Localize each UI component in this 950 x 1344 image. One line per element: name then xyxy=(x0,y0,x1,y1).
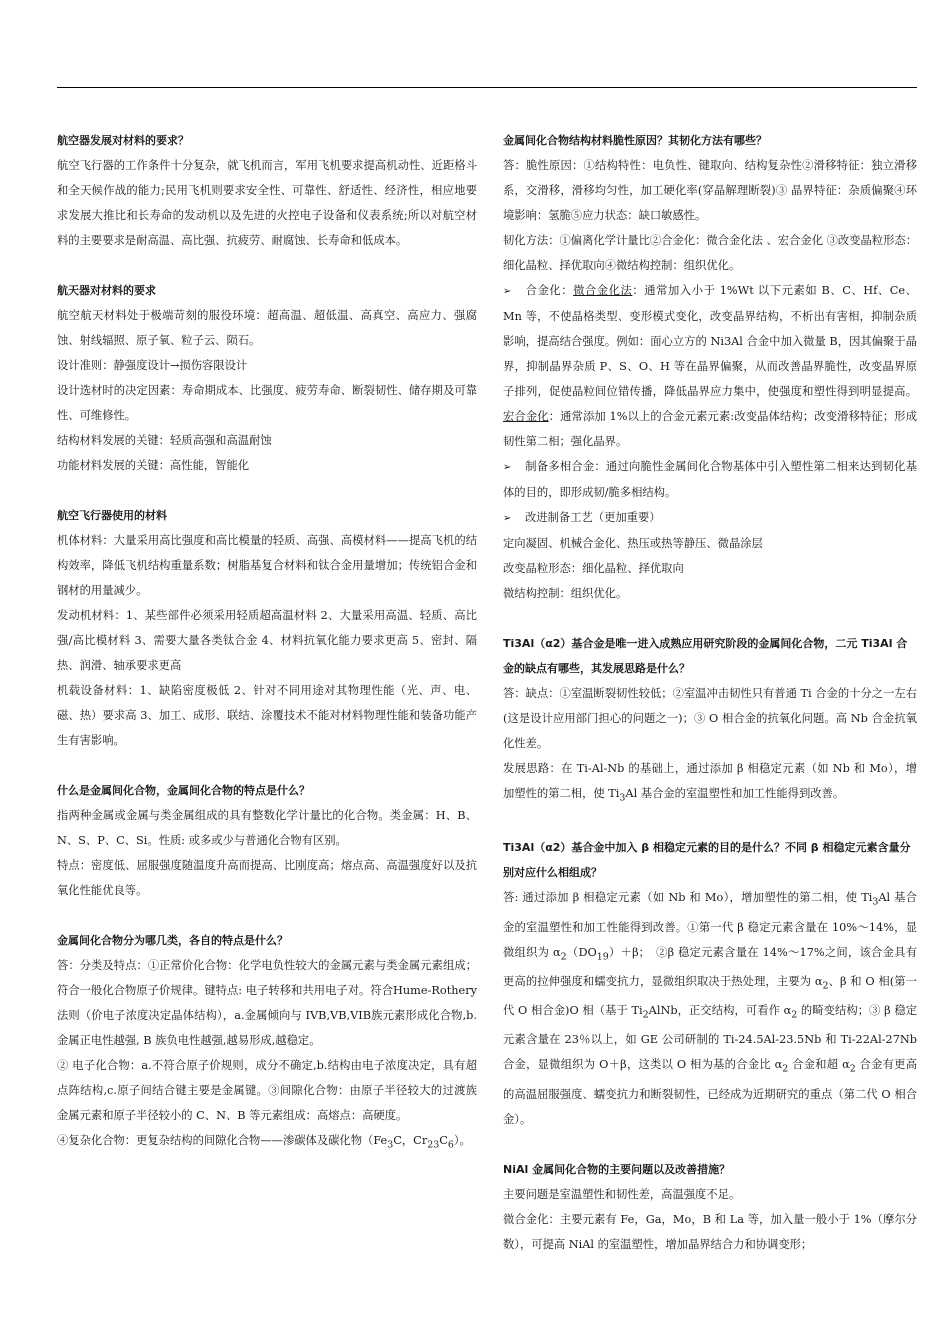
bullet-item: ➢ 合金化：微合金化法：通常加入小于 1%Wt 以下元素如 B、C、Hf、Ce、Mn 等，不使晶格类型、变形模式变化，改变晶界结构，不析出有害相，抑制杂质影响，提高结合强度。例如：面心立方的 Ni3Al 合金中加入微量 B，因其偏聚于晶界，抑制晶界杂质 P、S、O、H 等在晶界偏聚，从而改善晶界脆性，改变晶界原子排列，促使晶粒间位错传播，降低晶界应力集中，使强度和塑性得到明显提高。宏合金化：通常添加 1%以上的合金元素元素:改变晶体结构；改变滑移特征；形成韧性第二相；强化晶界。 xyxy=(503,278,917,454)
paragraph: 定向凝固、机械合金化、热压或热等静压、微晶涂层 xyxy=(503,537,763,550)
section-title: NiAl 金属间化合物的主要问题以及改善措施？ xyxy=(503,1162,731,1176)
paragraph: 功能材料发展的关键：高性能，智能化 xyxy=(57,459,250,472)
paragraph: 答：分类及特点：①正常价化合物：化学电负性较大的金属元素与类金属元素组成；符合一般化合物原子价规律。键特点: 电子转移和共用电子对。符合Hume-Rothery 法则（价电子浓度决定晶体结构），a.金属倾向与 IVB,VB,VIB族元素形成化合物,b.金属正电性越强, B 族负电性越强,越易形成,越稳定。 xyxy=(57,959,477,1047)
paragraph: 韧化方法：①偏离化学计量比②合金化：微合金化法 、宏合金化 ③改变晶粒形态：细化晶粒、择优取向④微结构控制：组织优化。 xyxy=(503,234,917,272)
paragraph: 发展思路：在 Ti-Al-Nb 的基础上，通过添加 β 相稳定元素（如 Nb 和 Mo），增加塑性的第二相，使 $Ti_3Al$ 基合金的室温塑性和加工性能得到改善。 xyxy=(503,762,917,804)
section-title: 金属间化合物分为哪几类，各自的特点是什么？ xyxy=(57,934,288,947)
paragraph: 发动机材料：1、某些部件必须采用轻质超高温材料 2、大量采用高温、轻质、高比强/高比模材料 3、需要大量各类钛合金 4、材料抗氧化能力要求更高 5、密封、隔热、润滑、轴承要求更高 xyxy=(57,609,477,672)
section-title: 航空器发展对材料的要求？ xyxy=(57,134,189,147)
paragraph: 答：脆性原因：①结构特性：电负性、键取向、结构复杂性②滑移特征：独立滑移系，交滑移，滑移均匀性，加工硬化率(穿晶解理断裂)③ 晶界特征：杂质偏聚④环境影响：氢脆⑤应力状态：缺口敏感性。 xyxy=(503,159,917,222)
arrow-bullet-icon: ➢ xyxy=(503,513,512,524)
paragraph: 微结构控制：组织优化。 xyxy=(503,587,628,600)
paragraph: 机载设备材料：1、缺陷密度极低 2、针对不同用途对其物理性能（光、声、电、磁、热）要求高 3、加工、成形、联结、涂覆技术不能对材料物理性能和装备功能产生有害影响。 xyxy=(57,684,477,747)
arrow-bullet-icon: ➢ xyxy=(503,462,512,473)
right-column xyxy=(503,128,917,1257)
paragraph: ④复杂化合物：更复杂结构的间隙化合物——渗碳体及碳化物（$Fe_3C$，$Cr_{23}C_6$）。 xyxy=(57,1134,471,1151)
paragraph: 指两种金属或金属与类金属组成的具有整数化学计量比的化合物。类金属：H、B、N、S、P、C、Si。性质: 或多或少与普通化合物有区别。 xyxy=(57,809,477,847)
paragraph: 改变晶粒形态：细化晶粒、择优取向 xyxy=(503,562,684,575)
paragraph: 结构材料发展的关键：轻质高强和高温耐蚀 xyxy=(57,434,272,447)
paragraph: 主要问题是室温塑性和韧性差，高温强度不足。 xyxy=(503,1187,741,1201)
bullet-item: ➢ 改进制备工艺（更加重要） xyxy=(503,505,917,531)
section-title: 航天器对材料的要求 xyxy=(57,284,156,297)
header-rule xyxy=(57,87,917,88)
paragraph: 答：缺点：①室温断裂韧性较低；②室温冲击韧性只有普通 Ti 合金的十分之一左右(这是设计应用部门担心的问题之一)；③ O 相合金的抗氧化问题。高 Nb 合金抗氧化性差。 xyxy=(503,687,917,750)
bullet-item: ➢ 制备多相合金：通过向脆性金属间化合物基体中引入塑性第二相来达到韧化基体的目的，即形成韧/脆多相结构。 xyxy=(503,454,917,505)
paragraph: 答: 通过添加 β 相稳定元素（如 Nb 和 Mo），增加塑性的第二相，使 $Ti_3Al$ 基合金的室温塑性和加工性能得到改善。①第一代 β 稳定元素含量在 10%～14%，显微组织为 $\alpha_2(DO_{19})+\beta$； ②β 稳定元素含量在 14%～17%之间，该合金具有更高的拉伸强度和蠕变抗力，显微组织取决于热处理，主要为 $\alpha_2$、β 和 O 相(第一代 O 相合金)O 相（基于 $Ti_2AlNb$，正交结构，可看作 $\alpha_2$ 的畸变结构；③ β 稳定元素含量在 23％以上，如 GE 公司研制的 Ti-24.5Al-23.5Nb 和 Ti-22Al-27Nb 合金，显微组织为 O＋β，这类以 O 相为基的合金比 $\alpha_2$ 合金和超 $\alpha_2$ 合金有更高的高温屈服强度、蠕变抗力和断裂韧性，已经成为近期研究的重点（第二代 O 相合金）。 xyxy=(503,891,918,1126)
paragraph: 特点：密度低、屈服强度随温度升高而提高、比刚度高；熔点高、高温强度好以及抗氧化性能优良等。 xyxy=(57,859,477,897)
paragraph: 微合金化：主要元素有 Fe，Ga，Mo，B 和 La 等，加入量一般小于 1%（摩尔分数），可提高 NiAl 的室温塑性，增加晶界结合力和协调变形； xyxy=(503,1212,917,1251)
arrow-bullet-icon: ➢ xyxy=(503,286,512,297)
paragraph: 设计选材时的决定因素：寿命期成本、比强度、疲劳寿命、断裂韧性、储存期及可靠性、可维修性。 xyxy=(57,384,477,422)
paragraph: 机体材料：大量采用高比强度和高比模量的轻质、高强、高模材料——提高飞机的结构效率，降低飞机结构重量系数；树脂基复合材料和钛合金用量增加；传统铝合金和钢材的用量减少。 xyxy=(57,534,477,597)
paragraph: 设计准则：静强度设计→损伤容限设计 xyxy=(57,359,248,372)
left-column xyxy=(57,128,477,1157)
section-title: 航空飞行器使用的材料 xyxy=(57,509,167,522)
paragraph: ② 电子化合物：a.不符合原子价规则，成分不确定,b.结构由电子浓度决定，具有超点阵结构,c.原子间结合键主要是金属键。③间隙化合物：由原子半径较大的过渡族金属元素和原子半径较小的 C、N、B 等元素组成：高熔点：高硬度。 xyxy=(57,1059,477,1122)
paragraph: 航空飞行器的工作条件十分复杂，就飞机而言，军用飞机要求提高机动性、近距格斗和全天候作战的能力;民用飞机则要求安全性、可靠性、舒适性、经济性，相应地要求发展大推比和长寿命的发动机以及先进的火控电子设备和仪表系统;所以对航空材料的主要要求是耐高温、高比强、抗疲劳、耐腐蚀、长寿命和低成本。 xyxy=(57,159,477,247)
section-title: Ti3Al（α2）基合金是唯一进入成熟应用研究阶段的金属间化合物，二元 Ti3Al 合金的缺点有哪些，其发展思路是什么？ xyxy=(503,637,908,675)
section-title: Ti3Al（α2）基合金中加入 β 相稳定元素的目的是什么？不同 β 相稳定元素含量分别对应什么相组成？ xyxy=(503,841,911,880)
section-title: 什么是金属间化合物，金属间化合物的特点是什么？ xyxy=(57,784,310,797)
section-title: 金属间化合物结构材料脆性原因？其韧化方法有哪些？ xyxy=(503,134,767,147)
paragraph: 航空航天材料处于极端苛刻的服役环境：超高温、超低温、高真空、高应力、强腐蚀、射线辐照、原子氧、粒子云、陨石。 xyxy=(57,309,477,347)
